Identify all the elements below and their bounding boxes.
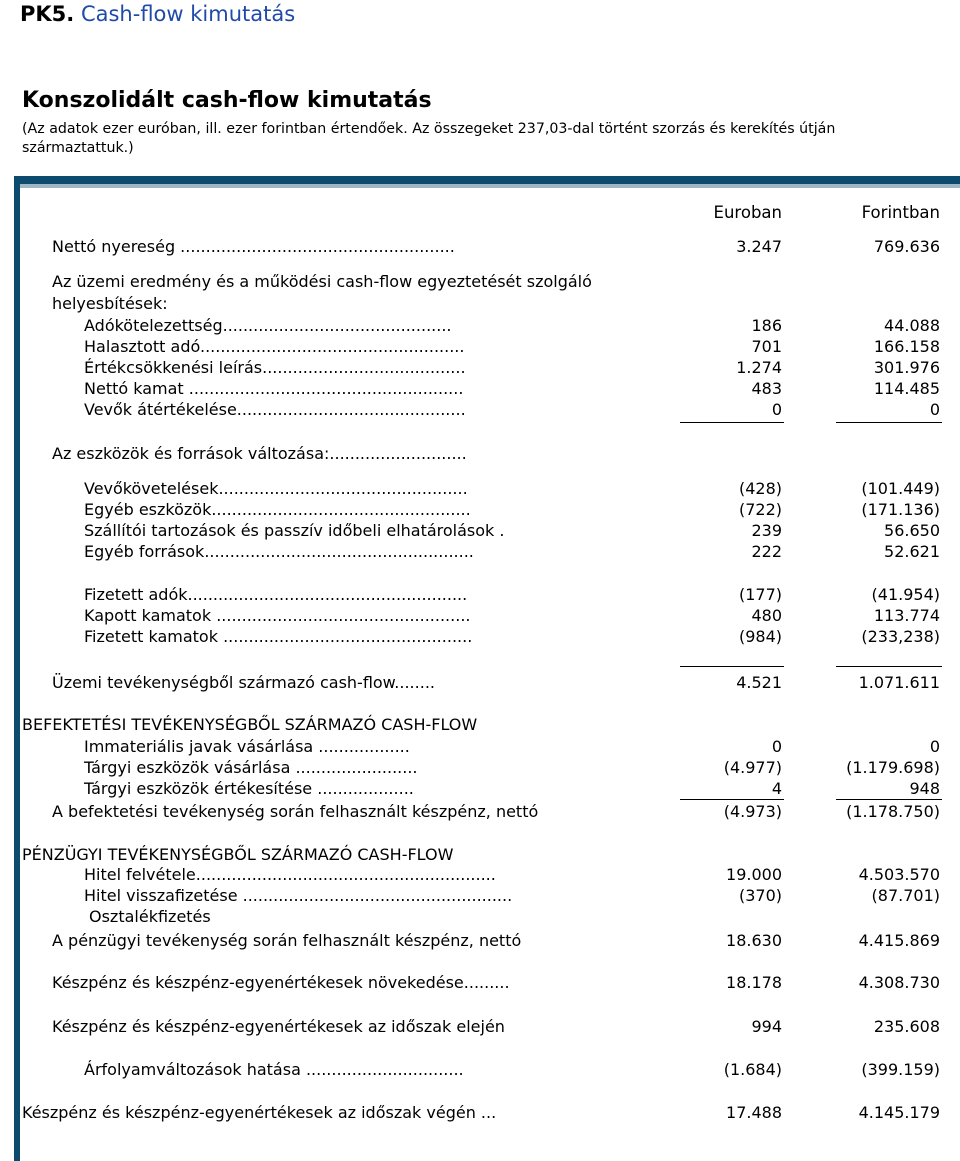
row-label: A pénzügyi tevékenység során felhasznált készpénz, nettó xyxy=(52,931,522,950)
row-label: Tárgyi eszközök értékesítése ................... xyxy=(84,779,414,798)
row-value-eur: 17.488 xyxy=(726,1103,782,1122)
row-value-eur: (984) xyxy=(738,627,782,646)
section-code: PK5. xyxy=(20,2,75,26)
row-label: Hitel visszafizetése ..................................................... xyxy=(84,886,513,905)
row-value-eur: (4.973) xyxy=(723,802,782,821)
table-row xyxy=(0,357,960,379)
total-rule-eur xyxy=(680,666,784,667)
table-row xyxy=(0,757,960,779)
row-value-eur: 186 xyxy=(751,316,782,335)
row-label: Árfolyamváltozások hatása ............................... xyxy=(84,1060,464,1079)
row-label: Halasztott adó.................................................... xyxy=(84,337,465,356)
row-label: PÉNZÜGYI TEVÉKENYSÉGBŐL SZÁRMAZÓ CASH-FLOW xyxy=(22,845,454,864)
row-value-eur: 1.274 xyxy=(736,358,782,377)
row-value-eur: 0 xyxy=(771,737,782,756)
row-label: Vevőkövetelések................................................. xyxy=(84,479,468,498)
table-row xyxy=(0,885,960,907)
table-row xyxy=(0,1016,960,1038)
table-row xyxy=(0,520,960,542)
row-value-eur: (428) xyxy=(738,479,782,498)
row-value-huf: 1.071.611 xyxy=(858,673,940,692)
row-value-eur: (370) xyxy=(738,886,782,905)
table-frame-top xyxy=(14,176,960,184)
table-row xyxy=(0,626,960,648)
table-row xyxy=(0,801,960,823)
row-value-huf: 4.308.730 xyxy=(858,973,940,992)
row-value-huf: (101.449) xyxy=(861,479,940,498)
row-value-eur: (177) xyxy=(738,585,782,604)
row-value-eur: (1.684) xyxy=(723,1060,782,1079)
row-label: Hitel felvétele........................................................... xyxy=(84,865,496,884)
section-heading xyxy=(0,714,960,736)
document-title: Konszolidált cash-flow kimutatás xyxy=(22,88,432,113)
document-note: (Az adatok ezer euróban, ill. ezer forintban értendőek. Az összegeket 237,03-dal történt szorzás és kerekítés útján származtattuk.) xyxy=(22,121,836,156)
table-row xyxy=(0,315,960,337)
row-value-huf: 56.650 xyxy=(884,521,940,540)
row-value-huf: 235.608 xyxy=(873,1017,940,1036)
table-row xyxy=(0,906,960,928)
table-row xyxy=(0,478,960,500)
row-value-eur: 994 xyxy=(751,1017,782,1036)
row-label: Egyéb források..................................................... xyxy=(84,542,474,561)
row-value-huf: 44.088 xyxy=(884,316,940,335)
table-row xyxy=(0,236,960,258)
row-label: BEFEKTETÉSI TEVÉKENYSÉGBŐL SZÁRMAZÓ CASH-FLOW xyxy=(22,715,478,734)
table-row xyxy=(0,336,960,358)
row-label: Osztalékfizetés xyxy=(89,907,211,926)
row-label: Nettó kamat ...................................................... xyxy=(84,379,464,398)
row-label: Nettó nyereség ...................................................... xyxy=(52,237,455,256)
row-label: Készpénz és készpénz-egyenértékesek az időszak elején xyxy=(52,1017,505,1036)
row-label: Immateriális javak vásárlása .................. xyxy=(84,737,410,756)
row-value-eur: 18.178 xyxy=(726,973,782,992)
row-label: Készpénz és készpénz-egyenértékesek növekedése......... xyxy=(52,973,510,992)
row-label: Vevők átértékelése............................................. xyxy=(84,400,466,419)
row-label: helyesbítések: xyxy=(52,294,168,313)
row-value-eur: 480 xyxy=(751,606,782,625)
table-row xyxy=(0,930,960,952)
section-heading xyxy=(0,844,960,866)
column-header-eur: Euroban xyxy=(713,203,782,222)
section-title: Cash-flow kimutatás xyxy=(80,2,296,26)
subtotal-rule-huf xyxy=(836,799,942,800)
row-value-huf: 769.636 xyxy=(873,237,940,256)
table-row xyxy=(0,778,960,800)
row-value-eur: 701 xyxy=(751,337,782,356)
row-value-eur: (722) xyxy=(738,500,782,519)
table-row xyxy=(0,499,960,521)
row-value-eur: 4.521 xyxy=(736,673,782,692)
row-value-huf: 4.145.179 xyxy=(858,1103,940,1122)
row-value-huf: (41.954) xyxy=(871,585,940,604)
table-row xyxy=(0,271,960,293)
table-row xyxy=(0,605,960,627)
row-label: Egyéb eszközök................................................... xyxy=(84,500,471,519)
row-value-eur: 239 xyxy=(751,521,782,540)
row-label: Az eszközök és források változása:........................... xyxy=(52,444,467,463)
row-value-eur: (4.977) xyxy=(723,758,782,777)
row-value-eur: 19.000 xyxy=(726,865,782,884)
table-row xyxy=(0,293,960,315)
row-value-huf: 948 xyxy=(909,779,940,798)
table-row xyxy=(0,672,960,694)
row-label: Értékcsökkenési leírás........................................ xyxy=(84,358,466,377)
row-value-huf: (399.159) xyxy=(861,1060,940,1079)
total-rule-huf xyxy=(836,666,942,667)
row-value-huf: (87.701) xyxy=(871,886,940,905)
row-value-huf: 0 xyxy=(929,737,940,756)
row-value-huf: (171.136) xyxy=(861,500,940,519)
row-value-huf: 114.485 xyxy=(873,379,940,398)
table-row xyxy=(0,972,960,994)
row-label: Kapott kamatok .................................................. xyxy=(84,606,471,625)
row-value-huf: 301.976 xyxy=(873,358,940,377)
row-value-huf: 113.774 xyxy=(873,606,940,625)
row-value-huf: 0 xyxy=(929,400,940,419)
page-header xyxy=(20,0,295,30)
row-value-eur: 0 xyxy=(771,400,782,419)
row-value-eur: 18.630 xyxy=(726,931,782,950)
row-value-eur: 222 xyxy=(751,542,782,561)
row-label: Adókötelezettség............................................. xyxy=(84,316,452,335)
table-row xyxy=(0,541,960,563)
table-frame-inner xyxy=(20,184,960,188)
row-label: Tárgyi eszközök vásárlása ........................ xyxy=(84,758,418,777)
row-label: Az üzemi eredmény és a működési cash-flow egyeztetését szolgáló xyxy=(52,272,592,291)
row-label: Szállítói tartozások és passzív időbeli elhatárolások . xyxy=(84,521,505,540)
table-row xyxy=(0,1102,960,1124)
row-value-huf: 4.503.570 xyxy=(858,865,940,884)
column-header-huf: Forintban xyxy=(861,203,940,222)
subtotal-rule-huf xyxy=(836,422,942,423)
row-label: Fizetett adók....................................................... xyxy=(84,585,468,604)
row-value-huf: (233,238) xyxy=(861,627,940,646)
subtotal-rule-eur xyxy=(680,799,784,800)
row-value-huf: (1.179.698) xyxy=(846,758,940,777)
row-value-eur: 483 xyxy=(751,379,782,398)
table-row xyxy=(0,584,960,606)
table-row xyxy=(0,1059,960,1081)
row-label: A befektetési tevékenység során felhasznált készpénz, nettó xyxy=(52,802,539,821)
table-row xyxy=(0,864,960,886)
row-label: Készpénz és készpénz-egyenértékesek az időszak végén ... xyxy=(22,1103,497,1122)
row-value-eur: 3.247 xyxy=(736,237,782,256)
row-value-huf: (1.178.750) xyxy=(846,802,940,821)
column-header-row xyxy=(0,202,960,224)
row-label: Fizetett kamatok ................................................. xyxy=(84,627,473,646)
table-row xyxy=(0,736,960,758)
row-value-huf: 52.621 xyxy=(884,542,940,561)
table-row xyxy=(0,399,960,421)
row-label: Üzemi tevékenységből származó cash-flow........ xyxy=(52,673,435,692)
table-row xyxy=(0,443,960,465)
row-value-huf: 166.158 xyxy=(873,337,940,356)
table-row xyxy=(0,378,960,400)
subtotal-rule-eur xyxy=(680,422,784,423)
row-value-eur: 4 xyxy=(771,779,782,798)
row-value-huf: 4.415.869 xyxy=(858,931,940,950)
